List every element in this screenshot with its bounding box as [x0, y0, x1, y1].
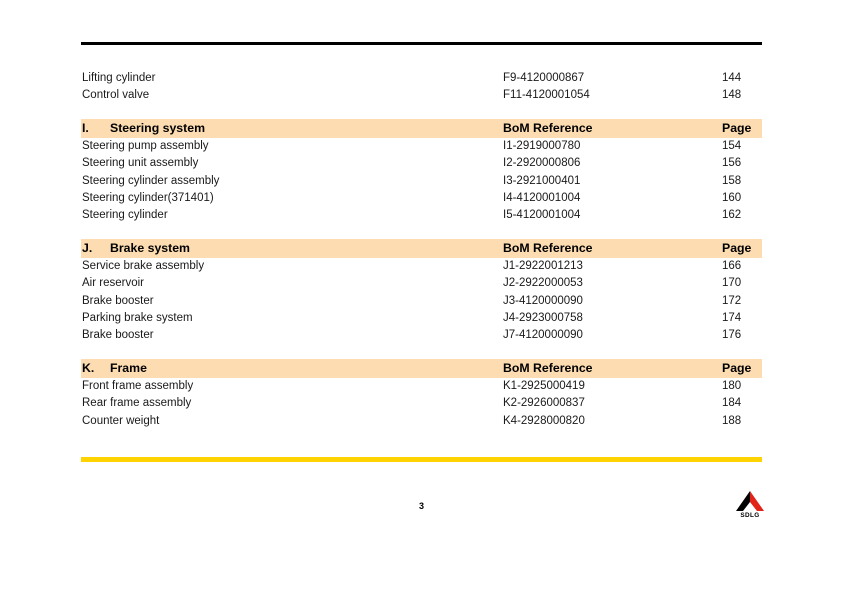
row-reference: K1-2925000419 [503, 379, 585, 392]
row-name: Brake booster [82, 329, 154, 342]
table-row[interactable] [81, 258, 762, 275]
row-page: 172 [722, 294, 742, 307]
table-row[interactable] [81, 378, 762, 395]
row-page: 174 [722, 312, 742, 325]
column-header-page: Page [721, 359, 762, 378]
section-spacer [81, 345, 762, 359]
section-title: Steering system [110, 120, 206, 135]
row-name: Control valve [82, 89, 150, 102]
section-title: Frame [110, 360, 147, 375]
row-reference: J2-2922000053 [503, 277, 583, 290]
section-letter: J. [82, 240, 93, 255]
row-name: Parking brake system [82, 312, 193, 325]
column-header-reference: BoM Reference [502, 359, 721, 378]
table-row[interactable] [81, 310, 762, 327]
row-reference: K4-2928000820 [503, 414, 585, 427]
column-header-reference: BoM Reference [502, 239, 721, 258]
row-name: Steering cylinder [82, 209, 168, 222]
row-reference: I1-2919000780 [503, 139, 581, 152]
table-row[interactable] [81, 293, 762, 310]
table-of-contents [0, 70, 843, 430]
row-page: 166 [722, 259, 742, 272]
row-name: Counter weight [82, 414, 160, 427]
row-page: 160 [722, 192, 742, 205]
row-name: Brake booster [82, 294, 154, 307]
footer-page-number: 3 [418, 501, 424, 511]
sdlg-logo-icon [733, 489, 769, 519]
top-horizontal-rule [81, 42, 762, 45]
toc-table [81, 70, 762, 430]
section-spacer [81, 105, 762, 119]
row-page: 144 [722, 72, 742, 84]
table-row[interactable] [81, 327, 762, 344]
row-page: 148 [722, 89, 742, 102]
toc-body [81, 70, 762, 430]
row-page: 158 [722, 174, 742, 187]
row-name: Rear frame assembly [82, 397, 192, 410]
section-title-cell [81, 359, 502, 378]
footer-accent-bar [81, 457, 762, 462]
row-name: Front frame assembly [82, 379, 194, 392]
row-name: Air reservoir [82, 277, 144, 290]
row-page: 156 [722, 157, 742, 170]
row-reference: J3-4120000090 [503, 294, 583, 307]
row-reference: J7-4120000090 [503, 329, 583, 342]
section-spacer [81, 225, 762, 239]
row-name: Steering pump assembly [82, 139, 209, 152]
row-reference: F9-4120000867 [503, 72, 585, 84]
row-page: 180 [722, 379, 742, 392]
row-reference: K2-2926000837 [503, 397, 585, 410]
section-header-brake-system[interactable] [81, 239, 762, 258]
svg-text:SDLG: SDLG [740, 512, 760, 519]
row-reference: I4-4120001004 [503, 192, 581, 205]
table-row[interactable] [81, 138, 762, 155]
table-row[interactable] [81, 173, 762, 190]
section-letter: I. [82, 120, 89, 135]
row-reference: I3-2921000401 [503, 174, 581, 187]
row-reference: J1-2922001213 [503, 259, 583, 272]
section-letter: K. [82, 360, 95, 375]
row-name: Steering cylinder(371401) [82, 192, 214, 205]
section-title: Brake system [110, 240, 190, 255]
table-row[interactable] [81, 207, 762, 224]
row-reference: I2-2920000806 [503, 157, 581, 170]
row-name: Steering cylinder assembly [82, 174, 220, 187]
sdlg-logo [733, 489, 769, 519]
section-title-cell [81, 119, 502, 138]
row-page: 188 [722, 414, 742, 427]
row-page: 176 [722, 329, 742, 342]
section-header-steering-system[interactable] [81, 119, 762, 138]
table-row[interactable] [81, 395, 762, 412]
row-reference: J4-2923000758 [503, 312, 583, 325]
table-row[interactable] [81, 190, 762, 207]
row-page: 162 [722, 209, 742, 222]
section-title-cell [81, 239, 502, 258]
column-header-page: Page [721, 239, 762, 258]
table-row[interactable] [81, 413, 762, 430]
column-header-reference: BoM Reference [502, 119, 721, 138]
table-row[interactable] [81, 87, 762, 104]
row-page: 184 [722, 397, 742, 410]
row-name: Lifting cylinder [82, 72, 156, 84]
section-header-frame[interactable] [81, 359, 762, 378]
row-name: Steering unit assembly [82, 157, 199, 170]
table-row[interactable] [81, 70, 762, 87]
table-row[interactable] [81, 155, 762, 172]
row-page: 154 [722, 139, 742, 152]
row-reference: F11-4120001054 [503, 89, 590, 102]
row-name: Service brake assembly [82, 259, 205, 272]
row-reference: I5-4120001004 [503, 209, 581, 222]
table-row[interactable] [81, 275, 762, 292]
column-header-page: Page [721, 119, 762, 138]
row-page: 170 [722, 277, 742, 290]
